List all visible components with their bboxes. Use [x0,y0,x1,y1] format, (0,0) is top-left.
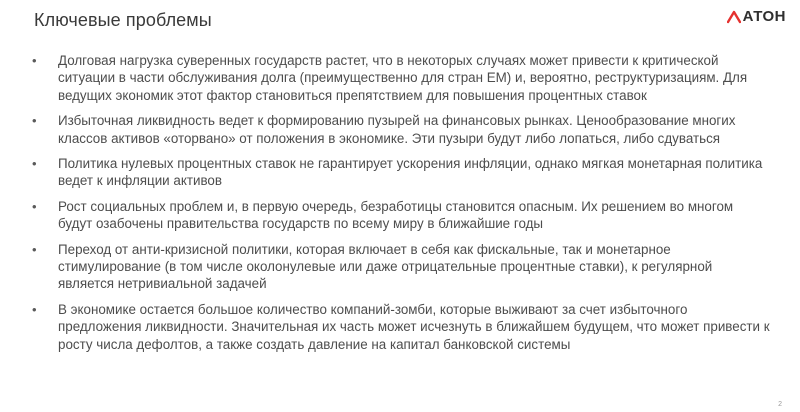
bullet-item: • Рост социальных проблем и, в первую очередь, безработицы становится опасным. Их решением во многом будут озабочены правительства государств по всему миру в ближайшие годы [30,198,770,233]
page-number: 2 [778,401,782,408]
bullet-item: • Политика нулевых процентных ставок не гарантирует ускорения инфляции, однако мягкая монетарная политика ведет к инфляции активов [30,155,770,190]
bullet-item: • Долговая нагрузка суверенных государств растет, что в некоторых случаях может привести к критической ситуации в части обслуживания долга (преимущественно для стран EM) и, вероятно, реструктуризациям. Для ведущих экономик этот фактор становиться препятствием для повышения процентных ставок [30,52,770,104]
bullet-item: • В экономике остается большое количество компаний-зомби, которые выживают за счет избыточного предложения ликвидности. Значительная их часть может исчезнуть в ближайшем будущем, что может привести к росту числа дефолтов, а также создать давление на капитал банковской системы [30,301,770,353]
aton-logo-icon [727,10,741,24]
bullet-item: • Переход от анти-кризисной политики, которая включает в себя как фискальные, так и монетарное стимулирование (в том числе околонулевые или даже отрицательные процентные ставки), к регулярной является нетривиальной задачей [30,241,770,293]
bullet-list [30,52,770,361]
company-logo [727,8,786,25]
bullet-item: • Избыточная ликвидность ведет к формированию пузырей на финансовых рынках. Ценообразование многих классов активов «оторвано» от положения в экономике. Эти пузыри будут либо лопаться, либо сдуваться [30,112,770,147]
logo-text: АТОН [742,8,786,25]
slide-title: Ключевые проблемы [34,10,212,30]
